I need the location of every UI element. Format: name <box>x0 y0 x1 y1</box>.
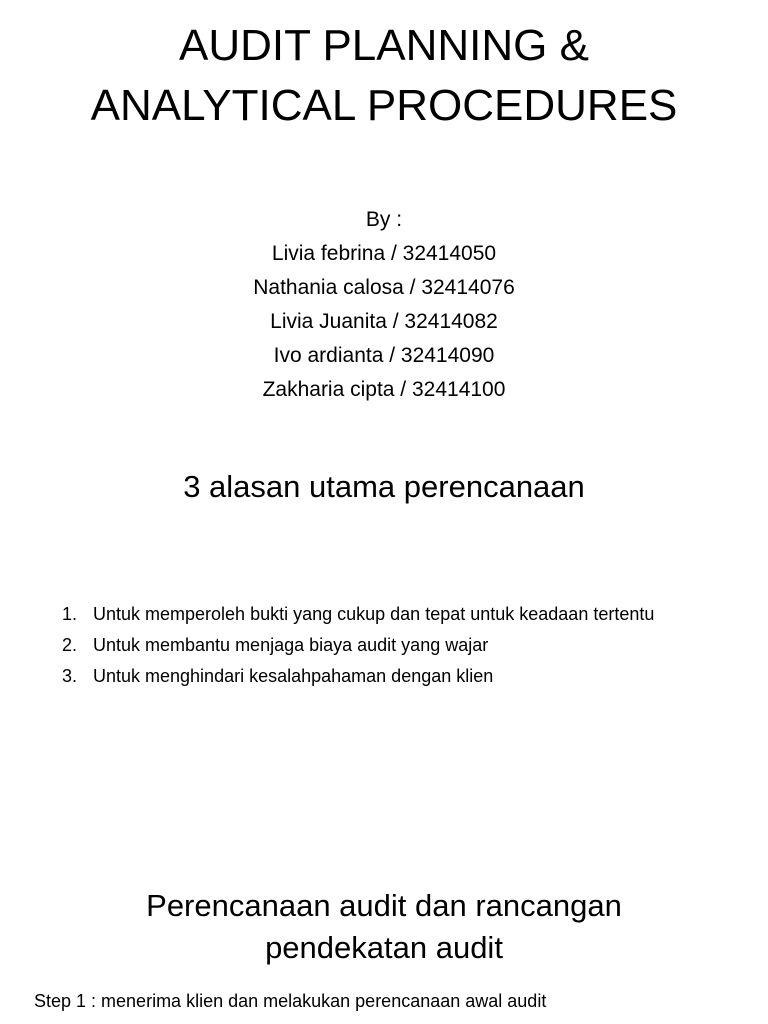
list-text: Untuk menghindari kesalahpahaman dengan klien <box>93 666 494 686</box>
steps-list <box>34 986 754 1016</box>
slide1-title-line2: ANALYTICAL PROCEDURES <box>90 81 678 130</box>
slide1-title-line1: AUDIT PLANNING & <box>179 21 589 70</box>
author-item: Livia febrina / 32414050 <box>271 242 497 265</box>
slide1-title <box>0 16 768 136</box>
list-number: 3. <box>62 666 78 686</box>
list-number: 1. <box>62 604 78 624</box>
slide3-heading-line2: pendekatan audit <box>265 930 503 965</box>
step-item: Step 1 : menerima klien dan melakukan perencanaan awal audit <box>34 991 547 1011</box>
author-list <box>0 203 768 407</box>
author-item: Zakharia cipta / 32414100 <box>262 378 506 401</box>
author-item: Ivo ardianta / 32414090 <box>273 344 495 367</box>
slide3-heading <box>0 885 768 969</box>
by-label: By : <box>365 208 403 231</box>
slide3-heading-line1: Perencanaan audit dan rancangan <box>146 888 622 923</box>
reasons-list <box>62 601 702 694</box>
author-item: Nathania calosa / 32414076 <box>253 276 515 299</box>
list-item <box>62 601 702 627</box>
list-text: Untuk membantu menjaga biaya audit yang wajar <box>93 635 489 655</box>
list-number: 2. <box>62 635 78 655</box>
list-item <box>62 663 702 689</box>
list-text: Untuk memperoleh bukti yang cukup dan tepat untuk keadaan tertentu <box>93 604 655 624</box>
slide2-heading: 3 alasan utama perencanaan <box>183 469 585 504</box>
author-item: Livia Juanita / 32414082 <box>270 310 498 333</box>
list-item <box>62 632 702 658</box>
